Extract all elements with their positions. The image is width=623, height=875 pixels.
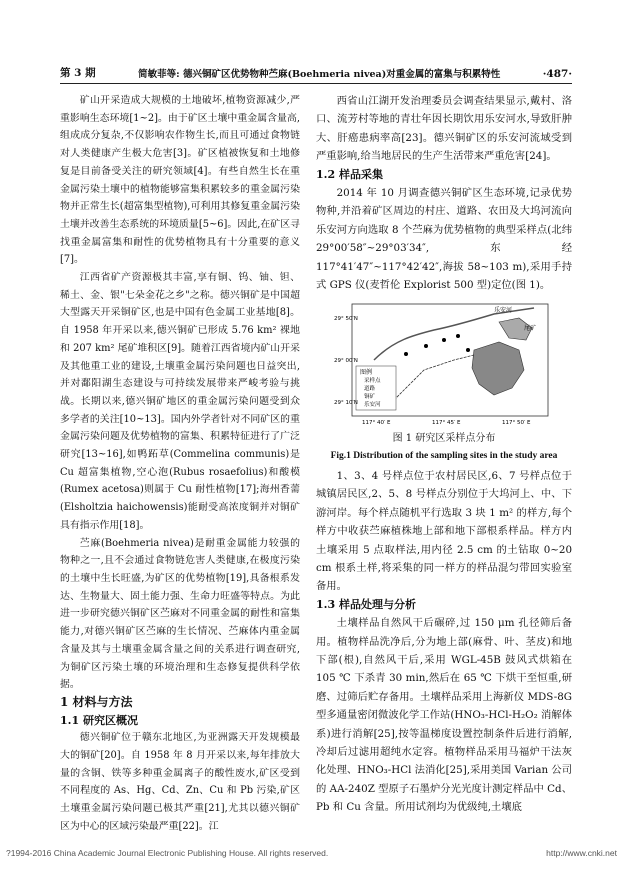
paragraph: 1、3、4 号样点位于农村居民区,6、7 号样点位于城镇居民区,2、5、8 号样点分别位于大坞河上、中、下游河岸。每个样点随机平行选取 3 块 1 m² 的样方,每个样方中收获苎麻植株地上部和地下部根系样品。样方内土壤采用 5 点取样法,用内径 2.5 cm 的土钻取 0~20 cm 根系土样,将采集的同一样方的样品混匀带回实验室备用。 — [316, 469, 572, 593]
lon-label: 117° 45′ E — [432, 420, 461, 427]
paragraph: 2014 年 10 月调查德兴铜矿区生态环境,记录优势物种,并沿着矿区周边的村庄、道路、农田及大坞河流向乐安河方向选取 8 个苎麻为优势植物的典型采样点(北纬 29°00′58″~29°03′34″,东经 117°41′47″~117°42′42″,海拔 58~103 m),采用手持式 GPS 仪(麦哲伦 Explorist 500 型)定位(图 1)。 — [316, 187, 572, 292]
lon-label: 117° 40′ E — [362, 420, 391, 427]
legend-title: 图例 — [360, 369, 373, 377]
running-header — [60, 58, 572, 84]
figure-1 — [316, 300, 572, 462]
right-column — [316, 92, 572, 817]
sample-point — [404, 352, 408, 356]
paragraph: 土壤样品自然风干后碾碎,过 150 μm 孔径筛后备用。植物样品洗净后,分为地上部(麻骨、叶、茎皮)和地下部(根),自然风干后,采用 WGL-45B 鼓风式烘箱在 105 ℃ 下杀青 30 min,然后在 65 ℃ 下烘干至恒重,研磨、过筛后贮存备用。土壤样品采用上海新仪 MDS-8G 型多通量密闭微波化学工作站(HNO₃-HCl-H₂O₂ 消解体系)进行消解[25],按等温梯度设置控制条件后进行消解,冷却后过滤用超纯水定容。植物样品采用马福炉干法灰化处理、HNO₃-HCl 法消化[25],采用美国 Varian 公司的 AA-240Z 型原子石墨炉分光光度计测定样品中 Cd、Pb 和 Cu 含量。所用试剂均为优级纯,土壤底 — [316, 617, 572, 814]
legend-item: 采样点 — [364, 378, 381, 385]
paragraph: 苎麻(Boehmeria nivea)是耐重金属能力较强的物种之一,且不会通过食物链危害人类健康,在极度污染的土壤中生长旺盛,为矿区的优势植物[19],具备根系发达、生物量大、固土能力强、生命力旺盛等特点。为此进一步研究德兴铜矿区苎麻对不同重金属的耐性和富集能力,对德兴铜矿区苎麻的生长情况、苎麻体内重金属含量及其与土壤重金属含量之间的关系进行调查研究,为铜矿区污染土壤的环境治理和生态修复提供科学依据。 — [60, 537, 300, 691]
sample-point — [466, 348, 470, 352]
subsection-heading: 1.3 样品处理与分析 — [316, 597, 416, 611]
map-legend — [356, 366, 396, 410]
lat-label: 29° 00′N — [334, 358, 358, 365]
place-label: 尾矿 — [524, 325, 537, 333]
sample-point — [424, 344, 428, 348]
figure-caption-cn: 图 1 研究区采样点分布 — [392, 433, 496, 445]
copyright-footer — [0, 848, 623, 866]
paragraph: 矿山开采造成大规模的土地破坏,植物资源减少,严重影响生态环境[1~2]。由于矿区土壤中重金属含量高,组成成分复杂,不仅影响农作物生长,而且可通过食物链对人类健康产生极大危害[3]。矿区植被恢复和土地修复是目前备受关注的研究领域[4]。有些自然生长在重金属污染土壤中的植物能够富集积累较多的重金属污染物并正常生长(超富集型植物),可利用其修复重金属污染土壤并改善生态系统的环境质量[5~6]。因此,在矿区寻找重金属富集和耐性的优势植物具有十分重要的意义[7]。 — [60, 95, 300, 266]
subsection-heading: 1.1 研究区概况 — [60, 713, 138, 727]
page-number: ·487· — [542, 68, 572, 80]
running-title: 简敏菲等: 德兴铜矿区优势物种苎麻(Boehmeria nivea)对重金属的富集与积累特性 — [138, 69, 501, 80]
section-heading: 1 材料与方法 — [60, 694, 133, 709]
place-label: 乐安河 — [494, 307, 513, 315]
sample-point — [456, 334, 460, 338]
sample-point — [442, 338, 446, 342]
paragraph: 德兴铜矿位于赣东北地区,为亚洲露天开发规模最大的铜矿[20]。自 1958 年 8 月开采以来,每年排放大量的含铜、铁等多种重金属离子的酸性废水,矿区受到不同程度的 As、Hg、Cd、Zn、Cu 和 Pb 污染,矿区土壤重金属污染问题已极其严重[21],尤其以德兴铜矿区为中心的区域污染最严重[22]。江 — [60, 732, 300, 832]
copyright-text: ?1994-2016 China Academic Journal Electronic Publishing House. All rights reserved. — [6, 848, 329, 858]
legend-item: 道路 — [364, 386, 376, 393]
figure-caption-en: Fig.1 Distribution of the sampling sites in the study area — [330, 450, 558, 461]
lat-label: 29° 10′N — [334, 400, 358, 407]
lat-label: 29° 50′N — [334, 316, 358, 323]
study-area-map — [334, 300, 554, 428]
paragraph: 江西省矿产资源极其丰富,享有铜、钨、铀、钽、稀土、金、银"七朵金花之乡"之称。德兴铜矿是中国超大型露天开采铜矿区,也是中国有色金属工业基地[8]。自 1958 年开采以来,德兴铜矿已形成 5.76 km² 裸地和 207 km² 尾矿堆积区[9]。随着江西省境内矿山开采及其他重工业的建设,土壤重金属污染问题也日益突出,并对鄱阳湖生态建设与可持续发展带来严峻考验与挑战。长期以来,德兴铜矿地区的重金属污染问题受到众多学者的关注[10~13]。国内外学者针对不同矿区的重金属污染问题及优势植物的富集、积累特征进行了广泛研究[13~16],如鸭跖草(Commelina communis)是 Cu 超富集植物,空心泡(Rubus rosaefolius)和酸模(Rumex acetosa)则属于 Cu 耐性植物[17];海州香薷(Elsholtzia haichowensis)能耐受高浓度铜并对铜矿具有指示作用[18]。 — [60, 272, 300, 531]
lon-label: 117° 50′ E — [502, 420, 531, 427]
legend-item: 铜矿 — [364, 394, 376, 401]
subsection-heading: 1.2 样品采集 — [316, 167, 383, 181]
issue-number: 第 3 期 — [60, 67, 96, 79]
paragraph: 西省山江湖开发治理委员会调查结果显示,戴村、洛口、流芳村等地的青壮年因长期饮用乐安河水,导致肝肿大、肝癌患病率高[23]。德兴铜矿区的乐安河流域受到严重影响,给当地居民的生产生活带来严重危害[24]。 — [316, 95, 572, 163]
cnki-link[interactable]: http://www.cnki.net — [546, 848, 617, 858]
legend-item: 乐安河 — [364, 402, 381, 409]
left-column — [60, 92, 300, 836]
